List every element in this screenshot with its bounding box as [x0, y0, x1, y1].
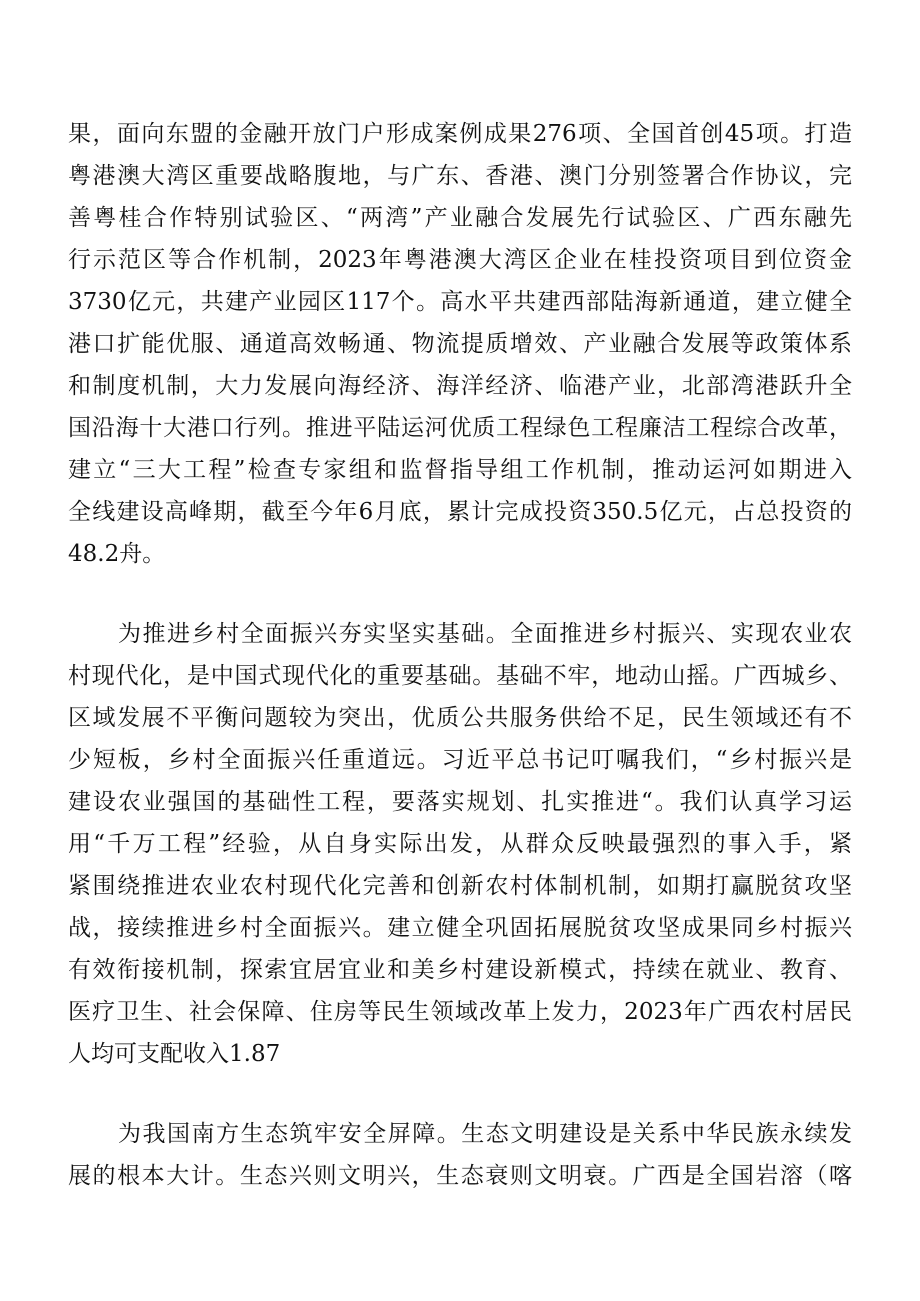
paragraph-2-line-3: 区域发展不平衡问题较为突出，优质公共服务供给不足，民生领域还有不: [68, 705, 852, 731]
paragraph-1-line-6: 港口扩能优服、通道高效畅通、物流提质增效、产业融合发展等政策体系: [68, 331, 852, 357]
paragraph-2-line-5: 建设农业强国的基础性工程，要落实规划、扎实推进“。我们认真学习运: [68, 789, 852, 815]
paragraph-2-line-7: 紧围绕推进农业农村现代化完善和创新农村体制机制，如期打赢脱贫攻坚: [68, 873, 852, 899]
paragraph-1-line-11: 48.2舟。: [68, 541, 166, 567]
paragraph-1-line-7: 和制度机制，大力发展向海经济、海洋经济、临港产业，北部湾港跃升全: [68, 373, 852, 399]
paragraph-1-line-2: 粤港澳大湾区重要战略腹地，与广东、香港、澳门分别签署合作协议，完: [68, 163, 852, 189]
paragraph-1-line-9: 建立“三大工程”检查专家组和监督指导组工作机制，推动运河如期进入: [68, 457, 852, 483]
paragraph-2-line-9: 有效衔接机制，探索宜居宜业和美乡村建设新模式，持续在就业、教育、: [68, 957, 852, 983]
paragraph-2-line-8: 战，接续推进乡村全面振兴。建立健全巩固拓展脱贫攻坚成果同乡村振兴: [68, 915, 852, 941]
paragraph-1-line-4: 行示范区等合作机制，2023年粤港澳大湾区企业在桂投资项目到位资金: [68, 247, 852, 273]
paragraph-1-line-8: 国沿海十大港口行列。推进平陆运河优质工程绿色工程廉洁工程综合改革，: [68, 415, 852, 441]
paragraph-2-line-4: 少短板，乡村全面振兴任重道远。习近平总书记叮嘱我们，“乡村振兴是: [68, 747, 852, 773]
paragraph-3-line-1: 为我国南方生态筑牢安全屏障。生态文明建设是关系中华民族永续发: [118, 1121, 852, 1147]
paragraph-3-line-2: 展的根本大计。生态兴则文明兴，生态衰则文明衰。广西是全国岩溶（喀: [68, 1163, 852, 1189]
paragraph-1-line-10: 全线建设高峰期，截至今年6月底，累计完成投资350.5亿元，占总投资的: [68, 499, 852, 525]
paragraph-2-line-10: 医疗卫生、社会保障、住房等民生领域改革上发力，2023年广西农村居民: [68, 999, 852, 1025]
paragraph-2-line-2: 村现代化，是中国式现代化的重要基础。基础不牢，地动山摇。广西城乡、: [68, 663, 852, 689]
paragraph-2-line-11: 人均可支配收入1.87: [68, 1041, 281, 1067]
paragraph-1-line-3: 善粤桂合作特别试验区、“两湾”产业融合发展先行试验区、广西东融先: [68, 205, 852, 231]
paragraph-2-line-6: 用“千万工程”经验，从自身实际出发，从群众反映最强烈的事入手，紧: [68, 831, 852, 857]
paragraph-1-line-1: 果，面向东盟的金融开放门户形成案例成果276项、全国首创45项。打造: [68, 121, 852, 147]
paragraph-2-line-1: 为推进乡村全面振兴夯实坚实基础。全面推进乡村振兴、实现农业农: [118, 621, 852, 647]
paragraph-1-line-5: 3730亿元，共建产业园区117个。高水平共建西部陆海新通道，建立健全: [68, 289, 852, 315]
